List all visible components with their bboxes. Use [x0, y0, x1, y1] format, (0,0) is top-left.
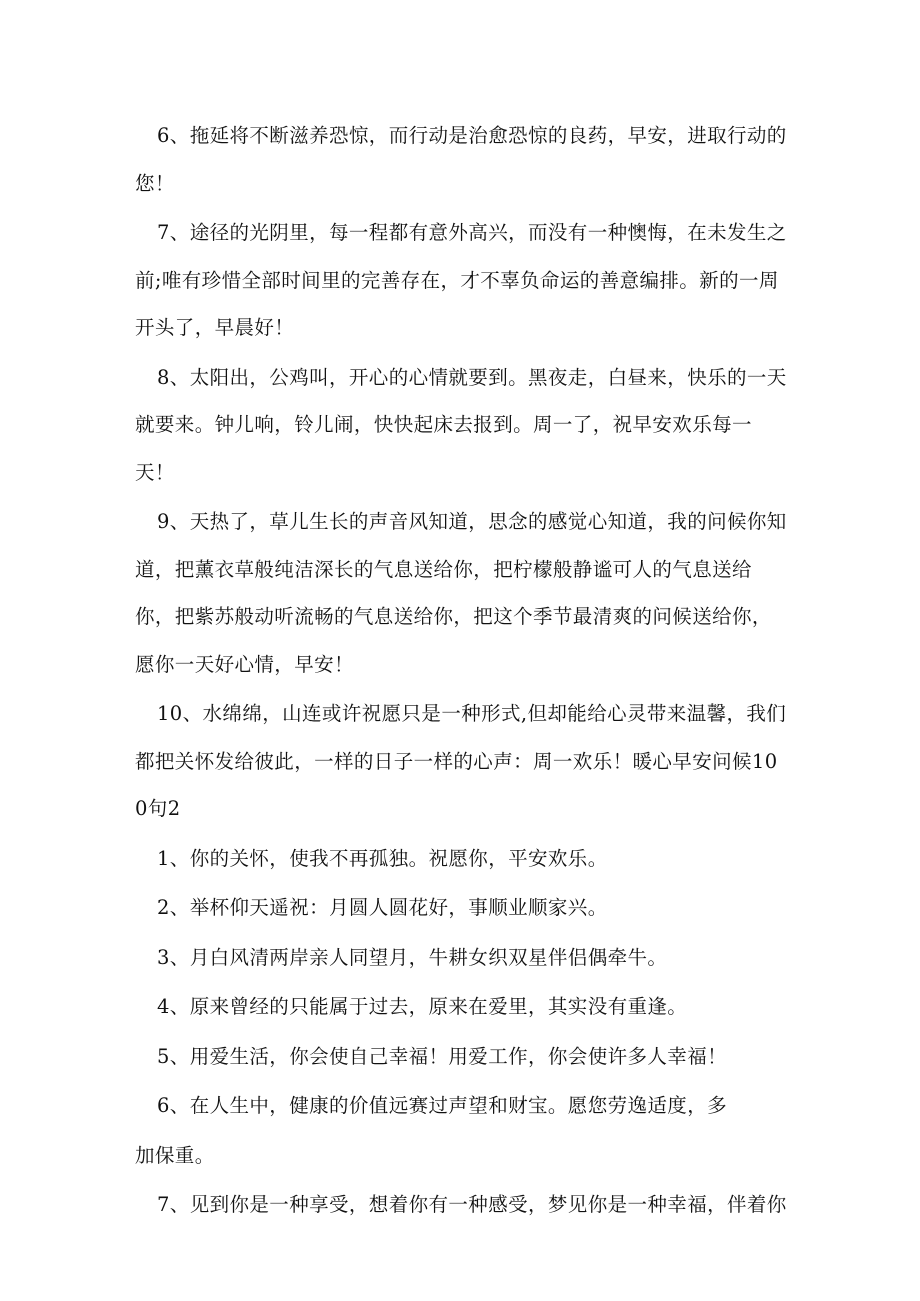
paragraph-continuation: 加保重。	[135, 1143, 215, 1167]
paragraph: 6、拖延将不断滋养恐惊，而行动是治愈恐惊的良药，早安，进取行动的您！	[135, 124, 787, 195]
paragraph: 3、月白风清两岸亲人同望月，牛耕女织双星伴侣偶牵牛。	[157, 945, 668, 969]
paragraph: 2、举杯仰天遥祝：月圆人圆花好，事顺业顺家兴。	[157, 896, 608, 919]
paragraph: 6、在人生中，健康的价值远赛过声望和财宝。愿您劳逸适度，多	[157, 1094, 728, 1117]
paragraph: 4、原来曾经的只能属于过去，原来在爱里，其实没有重逢。	[157, 995, 688, 1018]
paragraph: 9、天热了，草儿生长的声音风知道，思念的感觉心知道，我的问候你知道，把薰衣草般纯洁深长的气息送给你，把柠檬般静谧可人的气息送给你，把紫苏般动听流畅的气息送给你，把这个季节最清爽的问候送给你，愿你一天好心情，早安！	[135, 510, 787, 676]
document-body	[135, 112, 787, 1229]
paragraph: 10、水绵绵，山连或许祝愿只是一种形式,但却能给心灵带来温馨，我们都把关怀发给彼此，一样的日子一样的心声：周一欢乐！暖心早安问候100句2	[135, 702, 787, 820]
paragraph: 8、太阳出，公鸡叫，开心的心情就要到。黑夜走，白昼来，快乐的一天就要来。钟儿响，铃儿闹，快快起床去报到。周一了，祝早安欢乐每一天！	[135, 365, 787, 484]
paragraph: 5、用爱生活，你会使自己幸福！用爱工作，你会使许多人幸福！	[157, 1044, 728, 1068]
paragraph: 7、途径的光阴里，每一程都有意外高兴，而没有一种懊悔，在未发生之前;唯有珍惜全部时间里的完善存在，才不辜负命运的善意编排。新的一周开头了，早晨好！	[135, 221, 787, 339]
paragraph: 1、你的关怀，使我不再孤独。祝愿你，平安欢乐。	[157, 846, 608, 870]
paragraph: 7、见到你是一种享受，想着你有一种感受，梦见你是一种幸福，伴着你	[157, 1193, 787, 1216]
